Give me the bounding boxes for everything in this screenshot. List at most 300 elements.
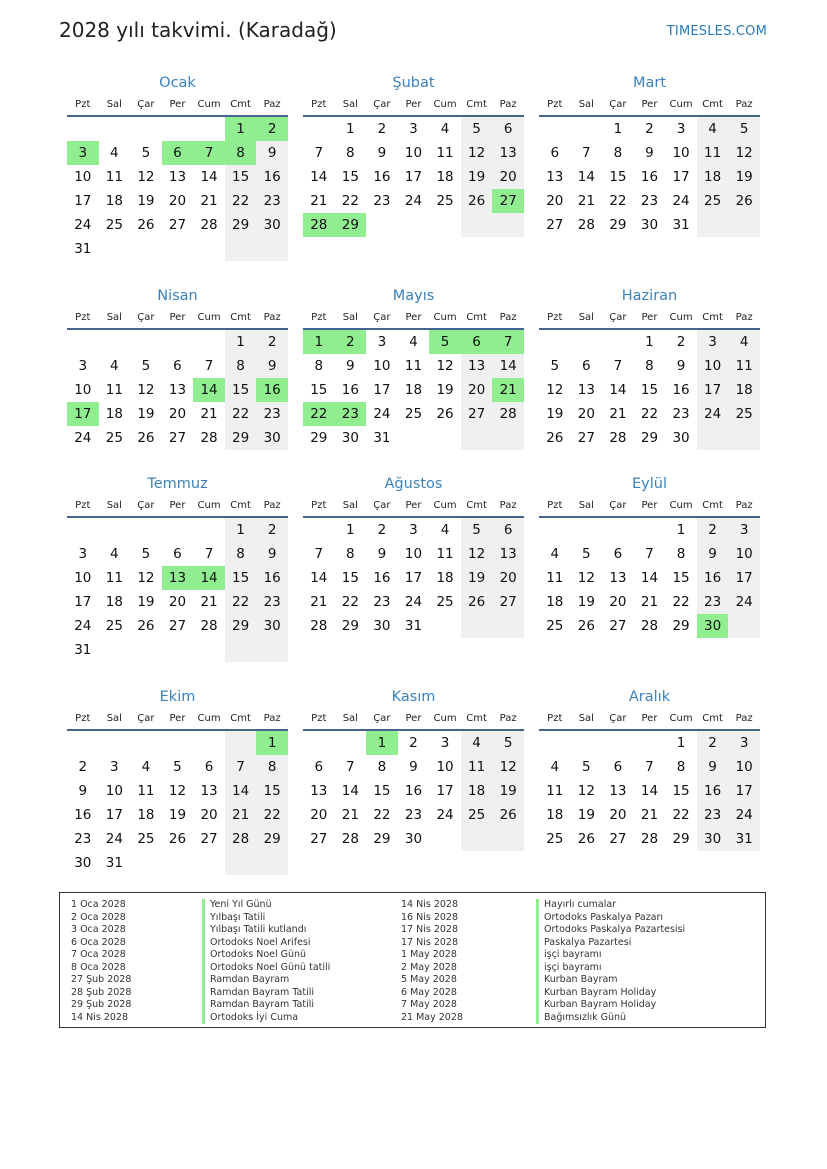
day-cell: 14 bbox=[640, 783, 659, 799]
site-logo[interactable]: TIMESLES.COM bbox=[666, 24, 767, 39]
day-cell: 3 bbox=[440, 735, 450, 751]
day-cell: 5 bbox=[550, 358, 560, 374]
day-cell: 4 bbox=[461, 731, 493, 755]
empty-cell bbox=[539, 731, 571, 755]
day-cell: 2 bbox=[256, 518, 288, 542]
holiday-legend bbox=[59, 892, 766, 1028]
day-cell: 27 bbox=[492, 189, 524, 213]
weekday-label: Pzt bbox=[547, 312, 563, 323]
weekday-label: Sal bbox=[106, 312, 122, 323]
legend-date: 1 Oca 2028 bbox=[71, 899, 126, 910]
day-cell: 13 bbox=[162, 566, 194, 590]
legend-date: 6 May 2028 bbox=[401, 986, 457, 998]
weekday-label: Paz bbox=[499, 99, 517, 110]
day-cell: 7 bbox=[582, 145, 591, 161]
day-cell: 16 bbox=[640, 169, 659, 185]
day-cell: 4 bbox=[550, 546, 560, 562]
legend-holiday-name: Kurban Bayram bbox=[536, 974, 618, 987]
day-cell: 2 bbox=[335, 330, 367, 354]
day-cell: 30 bbox=[640, 217, 659, 233]
day-cell: 29 bbox=[672, 831, 690, 847]
weekday-label: Cum bbox=[197, 312, 221, 323]
day-cell: 10 bbox=[404, 145, 423, 161]
empty-cell bbox=[193, 117, 225, 141]
day-cell: 23 bbox=[404, 807, 423, 823]
day-cell: 8 bbox=[225, 542, 257, 566]
day-cell: 6 bbox=[461, 330, 493, 354]
day-cell: 26 bbox=[137, 217, 155, 233]
weekday-label: Sal bbox=[578, 99, 594, 110]
day-cell: 22 bbox=[672, 807, 690, 823]
day-cell: 11 bbox=[105, 570, 123, 586]
empty-cell bbox=[492, 614, 524, 638]
day-cell: 10 bbox=[373, 358, 391, 374]
day-cell: 5 bbox=[141, 358, 151, 374]
day-cell: 16 bbox=[672, 382, 690, 398]
day-cell: 7 bbox=[225, 755, 257, 779]
weekday-header bbox=[67, 498, 288, 518]
day-cell: 18 bbox=[546, 807, 564, 823]
day-cell: 1 bbox=[225, 117, 257, 141]
day-cell: 9 bbox=[256, 141, 288, 165]
empty-cell bbox=[193, 731, 225, 755]
day-cell: 15 bbox=[310, 382, 328, 398]
weekday-label: Cum bbox=[433, 500, 457, 511]
day-cell: 6 bbox=[550, 145, 560, 161]
day-cell: 26 bbox=[577, 831, 595, 847]
day-cell: 4 bbox=[440, 522, 450, 538]
day-cell: 24 bbox=[728, 590, 760, 614]
day-cell: 3 bbox=[377, 334, 387, 350]
day-cell: 20 bbox=[168, 594, 187, 610]
weekday-label: Pzt bbox=[311, 312, 327, 323]
legend-date: 7 May 2028 bbox=[401, 999, 457, 1010]
day-cell: 24 bbox=[672, 193, 690, 209]
month-name: Şubat bbox=[392, 75, 435, 91]
day-cell: 19 bbox=[461, 165, 493, 189]
empty-cell bbox=[398, 213, 430, 237]
day-cell: 5 bbox=[461, 117, 493, 141]
day-cell: 6 bbox=[204, 759, 214, 775]
day-cell: 14 bbox=[310, 570, 328, 586]
month-block bbox=[67, 686, 288, 875]
empty-cell bbox=[225, 851, 257, 875]
empty-cell bbox=[539, 117, 571, 141]
day-cell: 29 bbox=[373, 831, 391, 847]
day-cell: 16 bbox=[256, 165, 288, 189]
weekday-label: Sal bbox=[578, 312, 594, 323]
day-cell: 17 bbox=[74, 193, 92, 209]
day-cell: 9 bbox=[346, 358, 355, 374]
day-cell: 22 bbox=[225, 189, 257, 213]
weekday-label: Paz bbox=[263, 500, 281, 511]
empty-cell bbox=[193, 330, 225, 354]
empty-cell bbox=[67, 330, 99, 354]
legend-date: 27 Şub 2028 bbox=[71, 974, 132, 985]
day-cell: 18 bbox=[461, 779, 493, 803]
day-cell: 21 bbox=[310, 594, 328, 610]
weekday-header bbox=[539, 498, 760, 518]
day-cell: 30 bbox=[697, 614, 729, 638]
legend-holiday-name: Kurban Bayram Holiday bbox=[536, 987, 656, 1000]
weekday-label: Cum bbox=[433, 312, 457, 323]
day-cell: 26 bbox=[137, 618, 155, 634]
day-cell: 5 bbox=[582, 759, 591, 775]
weekday-label: Sal bbox=[578, 500, 594, 511]
day-cell: 19 bbox=[137, 193, 155, 209]
day-cell: 5 bbox=[492, 731, 524, 755]
empty-cell bbox=[728, 614, 760, 638]
month-block bbox=[303, 473, 524, 638]
day-cell: 20 bbox=[200, 807, 218, 823]
day-cell: 28 bbox=[341, 831, 359, 847]
empty-cell bbox=[303, 518, 335, 542]
day-cell: 12 bbox=[728, 141, 760, 165]
weekday-label: Cmt bbox=[466, 500, 487, 511]
day-cell: 1 bbox=[346, 522, 355, 538]
day-cell: 1 bbox=[366, 731, 398, 755]
day-cell: 12 bbox=[168, 783, 187, 799]
weekday-label: Çar bbox=[137, 713, 155, 724]
day-cell: 31 bbox=[74, 642, 92, 658]
day-cell: 22 bbox=[303, 402, 335, 426]
day-cell: 7 bbox=[645, 546, 654, 562]
day-cell: 20 bbox=[492, 566, 524, 590]
month-name: Ağustos bbox=[384, 476, 443, 492]
day-cell: 11 bbox=[105, 382, 123, 398]
day-cell: 9 bbox=[377, 546, 387, 562]
day-cell: 25 bbox=[404, 406, 423, 422]
day-cell: 25 bbox=[137, 831, 155, 847]
weekday-label: Per bbox=[641, 312, 658, 323]
day-grid bbox=[303, 330, 524, 450]
weekday-label: Sal bbox=[342, 312, 358, 323]
day-cell: 6 bbox=[173, 358, 182, 374]
legend-holiday-name: Ortodoks İyi Cuma bbox=[202, 1012, 298, 1025]
day-cell: 17 bbox=[373, 382, 391, 398]
weekday-label: Çar bbox=[609, 500, 627, 511]
day-cell: 28 bbox=[310, 618, 328, 634]
day-cell: 1 bbox=[225, 518, 257, 542]
day-cell: 29 bbox=[310, 430, 328, 446]
empty-cell bbox=[539, 330, 571, 354]
empty-cell bbox=[162, 117, 194, 141]
day-cell: 1 bbox=[256, 731, 288, 755]
day-cell: 22 bbox=[341, 193, 359, 209]
day-cell: 11 bbox=[546, 783, 564, 799]
day-cell: 24 bbox=[697, 402, 729, 426]
day-cell: 26 bbox=[461, 189, 493, 213]
weekday-label: Sal bbox=[578, 713, 594, 724]
weekday-label: Pzt bbox=[311, 99, 327, 110]
day-cell: 1 bbox=[225, 330, 257, 354]
legend-holiday-name: Ramdan Bayram Tatili bbox=[202, 987, 314, 1000]
empty-cell bbox=[162, 330, 194, 354]
month-name: Temmuz bbox=[147, 476, 208, 492]
day-cell: 12 bbox=[577, 570, 595, 586]
day-cell: 8 bbox=[256, 755, 288, 779]
empty-cell bbox=[634, 731, 666, 755]
day-cell: 6 bbox=[173, 546, 182, 562]
weekday-label: Per bbox=[169, 713, 186, 724]
weekday-label: Pzt bbox=[75, 500, 91, 511]
weekday-label: Cmt bbox=[702, 99, 723, 110]
weekday-label: Çar bbox=[373, 312, 391, 323]
day-cell: 15 bbox=[225, 378, 257, 402]
day-cell: 22 bbox=[256, 803, 288, 827]
day-cell: 26 bbox=[436, 406, 454, 422]
month-block bbox=[67, 72, 288, 261]
day-cell: 4 bbox=[697, 117, 729, 141]
day-cell: 2 bbox=[256, 330, 288, 354]
day-cell: 10 bbox=[404, 546, 423, 562]
empty-cell bbox=[193, 638, 225, 662]
weekday-label: Paz bbox=[499, 312, 517, 323]
day-cell: 8 bbox=[225, 354, 257, 378]
month-block bbox=[539, 686, 760, 851]
day-cell: 6 bbox=[613, 546, 623, 562]
day-cell: 21 bbox=[609, 406, 627, 422]
day-cell: 18 bbox=[697, 165, 729, 189]
day-cell: 22 bbox=[672, 594, 690, 610]
weekday-header bbox=[67, 711, 288, 731]
weekday-label: Sal bbox=[342, 713, 358, 724]
month-name: Mart bbox=[632, 75, 667, 91]
empty-cell bbox=[697, 213, 729, 237]
day-cell: 24 bbox=[105, 831, 123, 847]
day-cell: 26 bbox=[461, 590, 493, 614]
day-cell: 20 bbox=[310, 807, 328, 823]
day-cell: 28 bbox=[577, 217, 595, 233]
day-cell: 8 bbox=[377, 759, 387, 775]
day-cell: 17 bbox=[697, 378, 729, 402]
day-cell: 19 bbox=[492, 779, 524, 803]
day-cell: 5 bbox=[173, 759, 182, 775]
month-name: Kasım bbox=[391, 689, 436, 705]
weekday-header bbox=[539, 310, 760, 330]
day-cell: 31 bbox=[728, 827, 760, 851]
weekday-label: Cmt bbox=[230, 312, 251, 323]
legend-holiday-name: işçi bayramı bbox=[536, 949, 602, 962]
day-cell: 14 bbox=[225, 779, 257, 803]
day-cell: 30 bbox=[341, 430, 359, 446]
empty-cell bbox=[492, 426, 524, 450]
day-cell: 9 bbox=[645, 145, 654, 161]
month-name: Eylül bbox=[632, 476, 667, 492]
day-cell: 5 bbox=[429, 330, 461, 354]
month-block bbox=[539, 72, 760, 237]
day-cell: 5 bbox=[141, 145, 151, 161]
day-cell: 12 bbox=[137, 169, 155, 185]
day-cell: 26 bbox=[137, 430, 155, 446]
day-cell: 6 bbox=[162, 141, 194, 165]
legend-holiday-name: Paskalya Pazartesi bbox=[536, 937, 631, 950]
day-cell: 24 bbox=[436, 807, 454, 823]
month-name: Ekim bbox=[159, 689, 196, 705]
empty-cell bbox=[193, 851, 225, 875]
day-cell: 21 bbox=[200, 193, 218, 209]
day-cell: 9 bbox=[697, 542, 729, 566]
weekday-label: Per bbox=[169, 312, 186, 323]
day-cell: 13 bbox=[200, 783, 218, 799]
day-cell: 27 bbox=[492, 590, 524, 614]
day-cell: 17 bbox=[436, 783, 454, 799]
day-cell: 16 bbox=[697, 779, 729, 803]
day-cell: 9 bbox=[676, 358, 686, 374]
day-cell: 16 bbox=[697, 566, 729, 590]
day-cell: 3 bbox=[697, 330, 729, 354]
day-cell: 15 bbox=[373, 783, 391, 799]
day-cell: 4 bbox=[728, 330, 760, 354]
day-cell: 16 bbox=[373, 169, 391, 185]
day-cell: 5 bbox=[728, 117, 760, 141]
empty-cell bbox=[461, 614, 493, 638]
day-cell: 18 bbox=[137, 807, 155, 823]
day-cell: 7 bbox=[645, 759, 654, 775]
day-cell: 29 bbox=[341, 618, 359, 634]
empty-cell bbox=[492, 827, 524, 851]
weekday-label: Per bbox=[405, 312, 422, 323]
day-cell: 23 bbox=[640, 193, 659, 209]
day-cell: 23 bbox=[672, 406, 690, 422]
day-cell: 8 bbox=[225, 141, 257, 165]
legend-holiday-name: Ortodoks Paskalya Pazarı bbox=[536, 912, 663, 925]
day-cell: 20 bbox=[461, 378, 493, 402]
weekday-label: Çar bbox=[609, 99, 627, 110]
day-cell: 22 bbox=[225, 590, 257, 614]
day-cell: 12 bbox=[137, 570, 155, 586]
day-cell: 20 bbox=[609, 807, 627, 823]
empty-cell bbox=[571, 330, 603, 354]
day-cell: 21 bbox=[225, 803, 257, 827]
day-cell: 17 bbox=[728, 566, 760, 590]
day-cell: 24 bbox=[404, 594, 423, 610]
day-cell: 24 bbox=[404, 193, 423, 209]
empty-cell bbox=[130, 731, 162, 755]
weekday-label: Çar bbox=[137, 500, 155, 511]
day-cell: 12 bbox=[546, 382, 564, 398]
day-cell: 26 bbox=[728, 189, 760, 213]
weekday-label: Cum bbox=[669, 312, 693, 323]
day-cell: 15 bbox=[672, 570, 690, 586]
day-cell: 21 bbox=[341, 807, 359, 823]
day-cell: 13 bbox=[609, 783, 627, 799]
day-cell: 11 bbox=[436, 145, 454, 161]
day-cell: 30 bbox=[256, 213, 288, 237]
day-cell: 23 bbox=[74, 831, 92, 847]
day-cell: 25 bbox=[436, 193, 454, 209]
empty-cell bbox=[697, 426, 729, 450]
empty-cell bbox=[571, 117, 603, 141]
day-cell: 16 bbox=[74, 807, 92, 823]
day-cell: 10 bbox=[105, 783, 123, 799]
weekday-label: Paz bbox=[735, 500, 753, 511]
day-cell: 7 bbox=[314, 546, 324, 562]
weekday-header bbox=[303, 498, 524, 518]
day-cell: 25 bbox=[546, 618, 564, 634]
day-cell: 16 bbox=[341, 382, 359, 398]
day-cell: 1 bbox=[346, 121, 355, 137]
empty-cell bbox=[634, 518, 666, 542]
day-cell: 19 bbox=[461, 566, 493, 590]
day-cell: 27 bbox=[461, 402, 493, 426]
day-cell: 15 bbox=[672, 783, 690, 799]
day-cell: 20 bbox=[546, 193, 564, 209]
day-cell: 8 bbox=[645, 358, 654, 374]
empty-cell bbox=[130, 330, 162, 354]
empty-cell bbox=[461, 213, 493, 237]
day-cell: 18 bbox=[436, 570, 454, 586]
day-cell: 11 bbox=[461, 755, 493, 779]
weekday-label: Cum bbox=[669, 500, 693, 511]
day-cell: 2 bbox=[377, 522, 387, 538]
day-cell: 9 bbox=[377, 145, 387, 161]
weekday-label: Paz bbox=[263, 713, 281, 724]
day-cell: 29 bbox=[640, 430, 659, 446]
legend-holiday-name: Ortodoks Noel Arifesi bbox=[202, 937, 310, 950]
day-cell: 25 bbox=[546, 831, 564, 847]
month-name: Aralık bbox=[628, 689, 671, 705]
day-cell: 11 bbox=[697, 141, 729, 165]
day-cell: 30 bbox=[256, 426, 288, 450]
empty-cell bbox=[162, 851, 194, 875]
empty-cell bbox=[67, 731, 99, 755]
day-cell: 28 bbox=[640, 618, 659, 634]
empty-cell bbox=[429, 614, 461, 638]
weekday-label: Sal bbox=[106, 500, 122, 511]
day-cell: 25 bbox=[697, 189, 729, 213]
day-grid bbox=[303, 518, 524, 638]
day-grid bbox=[539, 330, 760, 450]
day-cell: 6 bbox=[582, 358, 591, 374]
day-cell: 21 bbox=[640, 594, 659, 610]
empty-cell bbox=[602, 330, 634, 354]
day-cell: 17 bbox=[404, 169, 423, 185]
weekday-label: Pzt bbox=[547, 99, 563, 110]
day-cell: 10 bbox=[74, 382, 92, 398]
day-cell: 19 bbox=[577, 807, 595, 823]
day-cell: 21 bbox=[577, 193, 595, 209]
day-cell: 6 bbox=[492, 518, 524, 542]
day-cell: 30 bbox=[697, 827, 729, 851]
day-cell: 13 bbox=[168, 382, 187, 398]
weekday-label: Pzt bbox=[547, 713, 563, 724]
legend-holiday-name: Ortodoks Noel Günü tatili bbox=[202, 962, 330, 975]
weekday-label: Cmt bbox=[466, 99, 487, 110]
month-block bbox=[303, 285, 524, 450]
day-cell: 3 bbox=[409, 121, 418, 137]
empty-cell bbox=[429, 827, 461, 851]
weekday-label: Cmt bbox=[702, 500, 723, 511]
weekday-label: Çar bbox=[137, 99, 155, 110]
legend-holiday-name: Yeni Yıl Günü bbox=[202, 899, 272, 912]
day-cell: 24 bbox=[373, 406, 391, 422]
empty-cell bbox=[193, 237, 225, 261]
weekday-label: Cmt bbox=[466, 713, 487, 724]
day-cell: 29 bbox=[256, 827, 288, 851]
day-cell: 20 bbox=[492, 165, 524, 189]
day-grid bbox=[303, 117, 524, 237]
day-cell: 23 bbox=[256, 590, 288, 614]
day-cell: 3 bbox=[728, 731, 760, 755]
weekday-label: Cmt bbox=[230, 99, 251, 110]
day-cell: 11 bbox=[105, 169, 123, 185]
day-cell: 19 bbox=[728, 165, 760, 189]
day-cell: 28 bbox=[200, 430, 218, 446]
weekday-label: Cum bbox=[669, 99, 693, 110]
weekday-label: Pzt bbox=[75, 312, 91, 323]
day-cell: 25 bbox=[728, 402, 760, 426]
